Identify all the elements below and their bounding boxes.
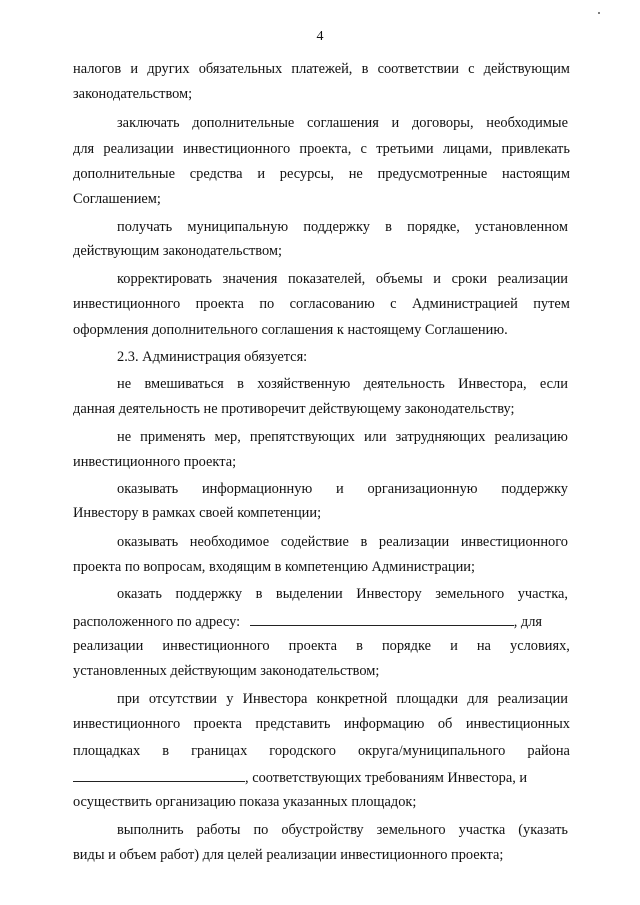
text-line bbox=[73, 167, 570, 181]
text-line bbox=[117, 587, 568, 601]
word: инвестиционного bbox=[460, 534, 568, 550]
address-blank-field[interactable] bbox=[250, 613, 514, 626]
word: в bbox=[255, 586, 263, 602]
line-text: налогов bbox=[73, 61, 122, 77]
word: деятельность bbox=[363, 376, 445, 392]
text-line: проекта по вопросам, входящим в компетенцию Администрации; bbox=[73, 559, 476, 575]
text-line bbox=[73, 639, 570, 653]
word: обязательных bbox=[198, 61, 283, 77]
word: не bbox=[348, 166, 363, 182]
text-line: виды и объем работ) для целей реализации инвестиционного проекта; bbox=[73, 847, 504, 863]
text-line: Инвестору в рамках своей компетенции; bbox=[73, 505, 322, 521]
word: препятствующих bbox=[249, 429, 355, 445]
text-line: данная деятельность не противоречит действующему законодательству; bbox=[73, 401, 515, 417]
word: выделении bbox=[275, 586, 343, 602]
word: в bbox=[360, 534, 368, 550]
word: дополнительные bbox=[192, 115, 295, 131]
line-text: заключать bbox=[117, 115, 180, 131]
word: участка, bbox=[517, 586, 568, 602]
word: с bbox=[390, 296, 397, 312]
text-line bbox=[73, 717, 570, 731]
word: реализации bbox=[378, 534, 450, 550]
word: если bbox=[539, 376, 568, 392]
word: и bbox=[130, 61, 139, 77]
word: по bbox=[259, 296, 275, 312]
word: соглашения bbox=[307, 115, 379, 131]
word: площадки bbox=[396, 691, 459, 707]
address-suffix: , для bbox=[513, 614, 543, 630]
word: представить bbox=[255, 716, 331, 732]
word: показателей, bbox=[287, 271, 366, 287]
line-text: не bbox=[117, 429, 132, 445]
word: применять bbox=[140, 429, 206, 445]
word: настоящим bbox=[501, 166, 570, 182]
word: на bbox=[476, 638, 491, 654]
word: действующим bbox=[483, 61, 570, 77]
word: в bbox=[356, 638, 363, 654]
line-text: выполнить bbox=[117, 822, 184, 838]
word: (указать bbox=[518, 822, 568, 838]
word: земельного bbox=[376, 822, 446, 838]
line-text: при bbox=[117, 691, 140, 707]
word: участка bbox=[458, 822, 506, 838]
text-line: законодательством; bbox=[73, 86, 193, 102]
word: отсутствии bbox=[148, 691, 218, 707]
word: поддержку bbox=[303, 219, 370, 235]
word: организационную bbox=[367, 481, 478, 497]
word: и bbox=[450, 638, 458, 654]
word: хозяйственную bbox=[257, 376, 351, 392]
text-line bbox=[117, 535, 568, 549]
word: договоры, bbox=[411, 115, 474, 131]
word: земельного bbox=[435, 586, 505, 602]
text-line bbox=[73, 297, 570, 311]
word: значения bbox=[222, 271, 278, 287]
word: проекта bbox=[195, 296, 244, 312]
word: муниципальную bbox=[187, 219, 289, 235]
text-line bbox=[73, 142, 570, 156]
word: поддержку bbox=[175, 586, 243, 602]
text-line: инвестиционного проекта; bbox=[73, 454, 237, 470]
text-line bbox=[117, 823, 568, 837]
word: информационную bbox=[201, 481, 313, 497]
text-line bbox=[117, 482, 568, 496]
word: реализации bbox=[497, 271, 568, 287]
word: и bbox=[391, 115, 400, 131]
word: Инвестора bbox=[242, 691, 308, 707]
word: с bbox=[468, 61, 475, 77]
word: в bbox=[361, 61, 369, 77]
line-text: для bbox=[73, 141, 95, 157]
text-line bbox=[117, 220, 568, 234]
address-line bbox=[73, 613, 570, 629]
word: границах bbox=[191, 743, 248, 759]
word: информацию bbox=[343, 716, 425, 732]
word: работы bbox=[196, 822, 241, 838]
word: и bbox=[335, 481, 344, 497]
word: порядке, bbox=[407, 219, 460, 235]
word: инвестиционного bbox=[162, 638, 270, 654]
word: об bbox=[437, 716, 453, 732]
word: согласованию bbox=[289, 296, 375, 312]
word: проекта, bbox=[299, 141, 352, 157]
word: в bbox=[162, 743, 170, 759]
word: путем bbox=[533, 296, 570, 312]
text-line bbox=[117, 116, 568, 130]
text-line bbox=[73, 62, 570, 76]
line-text: площадках bbox=[73, 743, 141, 759]
word: реализацию bbox=[494, 429, 568, 445]
word: или bbox=[363, 429, 387, 445]
word: содействие bbox=[280, 534, 349, 550]
word: конкретной bbox=[316, 691, 388, 707]
line-text: получать bbox=[117, 219, 173, 235]
text-line bbox=[117, 377, 568, 391]
word: реализации bbox=[103, 141, 174, 157]
word: ресурсы, bbox=[279, 166, 334, 182]
word: привлекать bbox=[501, 141, 570, 157]
line-text: оказать bbox=[117, 586, 162, 602]
line-text: корректировать bbox=[117, 271, 212, 287]
text-line: установленных действующим законодательством; bbox=[73, 663, 380, 679]
text-line bbox=[117, 692, 568, 706]
page-number: 4 bbox=[316, 29, 324, 44]
line-text: дополнительные bbox=[73, 166, 175, 182]
word: необходимое bbox=[189, 534, 270, 550]
text-line: осуществить организацию показа указанных площадок; bbox=[73, 794, 417, 810]
word: инвестиционного bbox=[182, 141, 291, 157]
word: установленном bbox=[475, 219, 568, 235]
line-text: оказывать bbox=[117, 534, 179, 550]
word: поддержку bbox=[501, 481, 568, 497]
word: по bbox=[253, 822, 269, 838]
word: обустройству bbox=[281, 822, 364, 838]
word: лицами, bbox=[442, 141, 493, 157]
word: порядке bbox=[381, 638, 431, 654]
word: для bbox=[467, 691, 489, 707]
word: инвестиционных bbox=[465, 716, 570, 732]
word: предусмотренные bbox=[377, 166, 488, 182]
word: сроки bbox=[451, 271, 488, 287]
line-text: инвестиционного bbox=[73, 296, 181, 312]
text-line bbox=[73, 744, 570, 758]
word: с bbox=[360, 141, 367, 157]
word: условиях, bbox=[510, 638, 570, 654]
word: округа/муниципального bbox=[357, 743, 506, 759]
word: затрудняющих bbox=[395, 429, 486, 445]
text-line bbox=[117, 430, 568, 444]
word: необходимые bbox=[486, 115, 568, 131]
district-suffix: , соответствующих требованиям Инвестора, и bbox=[245, 770, 528, 786]
section-heading: 2.3. Администрация обязуется: bbox=[117, 349, 308, 365]
district-blank-field[interactable] bbox=[73, 769, 245, 782]
line-text: оказывать bbox=[117, 481, 179, 497]
word: у bbox=[226, 691, 234, 707]
word: объемы bbox=[375, 271, 423, 287]
word: проекта bbox=[193, 716, 242, 732]
word: Администрацией bbox=[411, 296, 518, 312]
word: третьими bbox=[376, 141, 434, 157]
word: реализации bbox=[497, 691, 568, 707]
word: района bbox=[527, 743, 570, 759]
word: в bbox=[237, 376, 244, 392]
scan-speck bbox=[598, 12, 600, 14]
text-line: Соглашением; bbox=[73, 191, 161, 207]
word: Инвестора, bbox=[458, 376, 527, 392]
text-line: действующим законодательством; bbox=[73, 243, 282, 259]
word: соответствии bbox=[377, 61, 459, 77]
word: проекта bbox=[288, 638, 337, 654]
line-text: не bbox=[117, 376, 132, 392]
word: и bbox=[433, 271, 441, 287]
word: в bbox=[385, 219, 392, 235]
word: средства bbox=[189, 166, 243, 182]
address-label: расположенного по адресу: bbox=[73, 614, 241, 630]
line-text: инвестиционного bbox=[73, 716, 181, 732]
word: городского bbox=[269, 743, 336, 759]
text-line bbox=[117, 272, 568, 286]
word: мер, bbox=[214, 429, 241, 445]
text-line: оформления дополнительного соглашения к настоящему Соглашению. bbox=[73, 322, 508, 338]
word: Инвестору bbox=[356, 586, 422, 602]
word: платежей, bbox=[291, 61, 353, 77]
word: других bbox=[147, 61, 190, 77]
district-line bbox=[73, 769, 570, 785]
line-text: реализации bbox=[73, 638, 144, 654]
word: вмешиваться bbox=[144, 376, 224, 392]
word: и bbox=[257, 166, 266, 182]
